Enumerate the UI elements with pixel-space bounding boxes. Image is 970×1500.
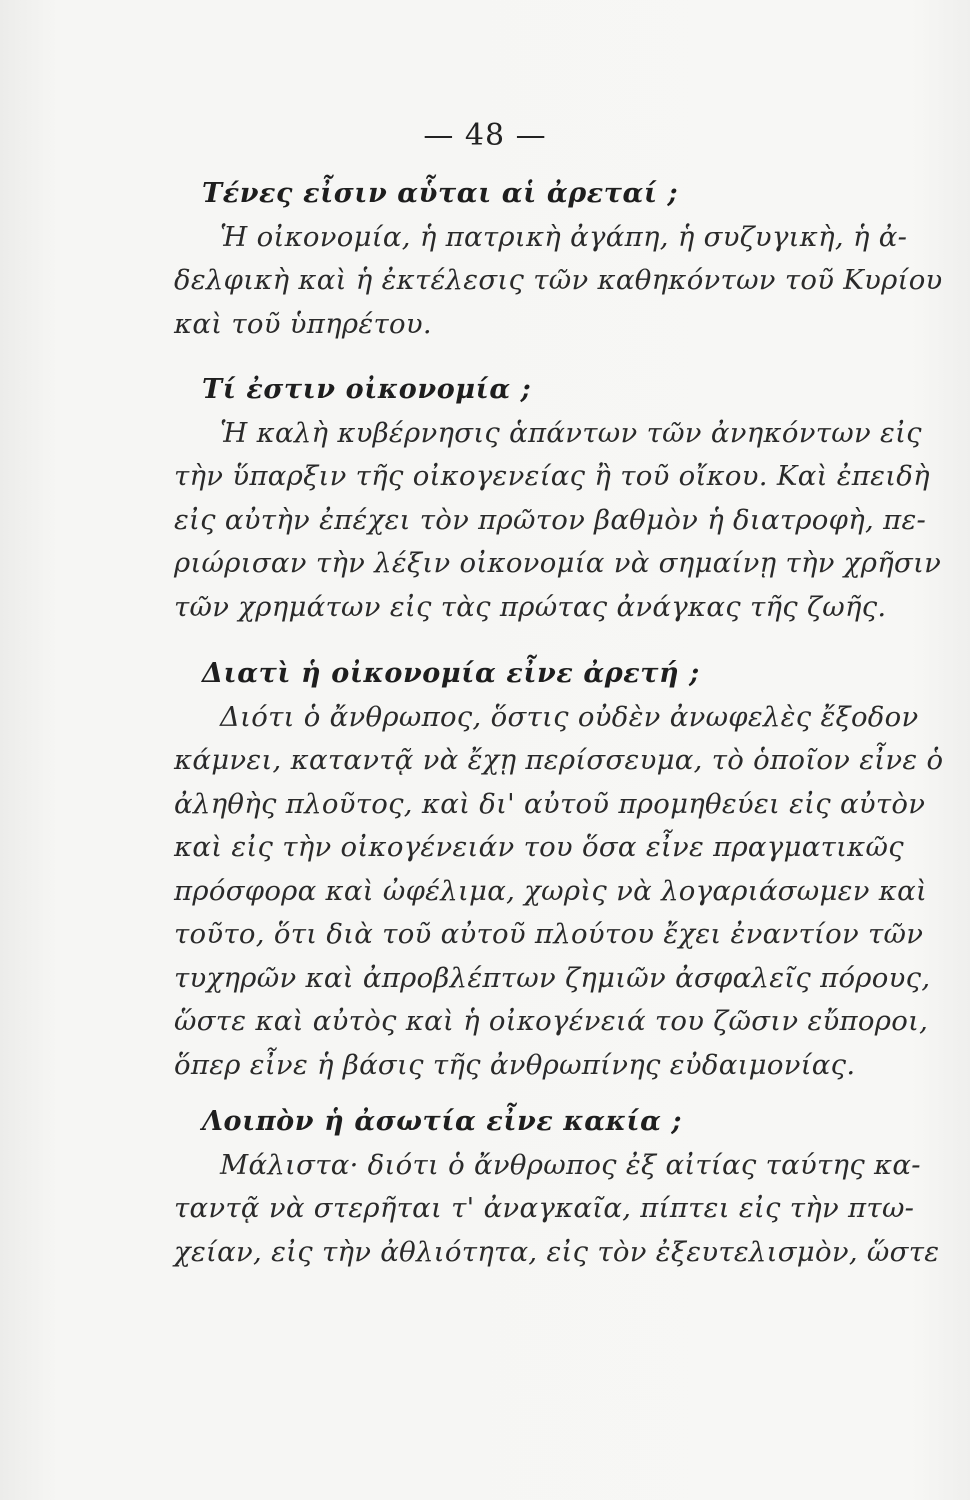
- answer-line: τυχηρῶν καὶ ἀπροβλέπτων ζημιῶν ἀσφαλεῖς πόρους,: [174, 961, 931, 994]
- answer-line: καὶ τοῦ ὑπηρέτου.: [174, 307, 432, 340]
- question-heading: Τί ἐστιν οἰκονομία ;: [202, 374, 532, 405]
- answer-line: Ἡ οἰκονομία, ἡ πατρικὴ ἀγάπη, ἡ συζυγικὴ, ἡ ἀ-: [220, 220, 908, 253]
- answer-line: τῶν χρημάτων εἰς τὰς πρώτας ἀνάγκας τῆς ζωῆς.: [174, 590, 887, 623]
- qa-section-prodigality-vice: [174, 1100, 940, 1274]
- answer-line: ταντᾷ νὰ στερῆται τ' ἀναγκαῖα, πίπτει εἰς τὴν πτω-: [174, 1192, 915, 1224]
- qa-section-economy-definition: [174, 368, 942, 629]
- answer-line: ριώρισαν τὴν λέξιν οἰκονομία νὰ σημαίνῃ τὴν χρῆσιν: [174, 547, 942, 579]
- answer-line: ὥστε καὶ αὐτὸς καὶ ἡ οἰκογένειά του ζῶσιν εὔποροι,: [174, 1005, 929, 1037]
- question-heading: Τένες εἶσιν αὗται αἱ ἀρεταί ;: [202, 178, 679, 209]
- answer-line: ἀληθὴς πλοῦτος, καὶ δι' αὐτοῦ προμηθεύει εἰς αὐτὸν: [174, 787, 926, 820]
- answer-line: τὴν ὕπαρξιν τῆς οἰκογενείας ἢ τοῦ οἴκου. Καὶ ἐπειδὴ: [174, 460, 930, 492]
- answer-line: Διότι ὁ ἄνθρωπος, ὅστις οὐδὲν ἀνωφελὲς ἔξοδον: [220, 700, 919, 733]
- answer-line: τοῦτο, ὅτι διὰ τοῦ αὐτοῦ πλούτου ἔχει ἐναντίον τῶν: [174, 918, 924, 950]
- answer-line: Μάλιστα· διότι ὁ ἄνθρωπος ἐξ αἰτίας ταύτης κα-: [220, 1148, 921, 1181]
- answer-line: εἰς αὐτὴν ἐπέχει τὸν πρῶτον βαθμὸν ἡ διατροφὴ, πε-: [174, 503, 927, 536]
- qa-section-virtues: [174, 172, 943, 346]
- answer-line: ὅπερ εἶνε ἡ βάσις τῆς ἀνθρωπίνης εὐδαιμονίας.: [174, 1048, 856, 1081]
- question-heading: Λοιπὸν ἡ ἀσωτία εἶνε κακία ;: [202, 1106, 683, 1137]
- answer-line: κάμνει, καταντᾷ νὰ ἔχῃ περίσσευμα, τὸ ὁποῖον εἶνε ὁ: [174, 744, 944, 776]
- qa-section-economy-virtue: [174, 652, 944, 1087]
- answer-line: δελφικὴ καὶ ἡ ἐκτέλεσις τῶν καθηκόντων τοῦ Κυρίου: [174, 264, 943, 296]
- question-heading: Διατὶ ἡ οἰκονομία εἶνε ἀρετή ;: [202, 658, 700, 689]
- answer-line: πρόσφορα καὶ ὠφέλιμα, χωρὶς νὰ λογαριάσωμεν καὶ: [174, 874, 928, 907]
- page-number: — 48 —: [423, 118, 547, 153]
- answer-line: καὶ εἰς τὴν οἰκογένειάν του ὅσα εἶνε πραγματικῶς: [174, 831, 904, 863]
- answer-line: Ἡ καλὴ κυβέρνησις ἁπάντων τῶν ἀνηκόντων εἰς: [220, 416, 922, 449]
- answer-line: χείαν, εἰς τὴν ἀθλιότητα, εἰς τὸν ἐξευτελισμὸν, ὥστε: [174, 1235, 940, 1268]
